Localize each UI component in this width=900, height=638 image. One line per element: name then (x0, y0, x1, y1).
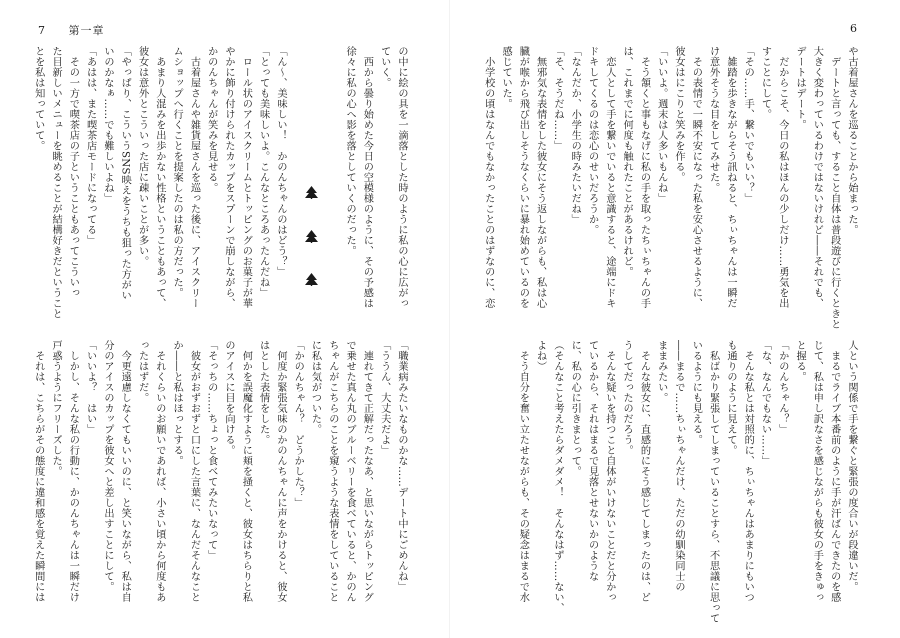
page6-lower-text (490, 340, 860, 624)
text-line: デートと言っても、すること自体は普段遊びに行くときと (828, 46, 840, 330)
text-line (324, 46, 341, 324)
text-line: 「職業病みたいなものかな……デート中にごめんね」 (396, 340, 407, 592)
text-line: に私は気がついた。 (309, 340, 321, 435)
page7-lower-text (32, 340, 410, 603)
text-line: デートはデート。 (794, 46, 806, 130)
text-line: で乗せた真ん丸のブルーベリーを食べていると、かのん (344, 340, 356, 603)
text-line: ているから、それはまるで見落とせないかのような (586, 340, 598, 582)
text-line: いのかなぁ……でも難しいよね」 (101, 46, 113, 204)
text-line: 「ううん、大丈夫だよ」 (378, 340, 390, 456)
text-line: 彼女はにこりと笑みを作る。 (673, 46, 685, 183)
text-line: 彼女がおずおずと口にした言葉に、なんだそんなこと (188, 340, 200, 603)
tree-ornament-icon (305, 273, 318, 286)
tree-ornament-icon (305, 186, 318, 199)
tree-ornament-icon (305, 230, 318, 243)
text-line: ていく。 (378, 46, 390, 88)
text-line: しかし、そんな私の行動に、かのんちゃんは一瞬だけ (67, 340, 79, 603)
text-line: ドキしてくるのは恋心のせいだろうか。 (586, 46, 598, 235)
chapter-title: 第一章 (68, 24, 105, 37)
text-line: 連れてきて正解だったなあ、と思いながらトッピング (361, 340, 373, 603)
text-line: のアイスに目を向ける。 (223, 340, 235, 456)
page7-upper-text (32, 46, 410, 324)
text-line: の中に絵の具を一滴落とした時のように私の心に広がっ (396, 46, 407, 309)
text-line: 「いいよ。週末は人多いもんね」 (655, 46, 667, 204)
text-line: 「やっぱり、こういうSNS映えをうちも狙った方がい (119, 46, 131, 301)
text-line: 「いいよ？ はい」 (84, 340, 96, 435)
text-line: 感じていた。 (500, 46, 512, 109)
text-line: そんな疑いを持つこと自体がいけないことだと分かっ (603, 340, 615, 603)
text-line: その表情で一瞬不安になった私を安心させるように、 (690, 46, 702, 309)
text-line: 分のアイスのカップを彼女へと差し出すことにして。 (101, 340, 113, 592)
text-line: も通りのように見えて。 (724, 340, 736, 456)
text-line: 「その……手、繋いでもいい？」 (742, 46, 754, 204)
right-page-header (850, 22, 858, 35)
scene-break (304, 186, 318, 286)
text-line: 小学校の頃はなんでもなかったことのはずなのに、恋 (482, 46, 494, 309)
text-line: 今更遠慮しなくてもいいのに、と笑いながら、私は自 (119, 340, 131, 603)
text-line: 彼女は意外とこういった店に疎いことが多い。 (136, 46, 148, 267)
text-line: 何かを誤魔化すように頬を掻くと、彼女はちらりと私 (240, 340, 252, 603)
text-line: 大きく変わっているわけではないけれど――それでも、 (811, 46, 823, 309)
text-line: ――まるで……ちぃちゃんだけ、ただの幼馴染同士の (673, 340, 685, 592)
text-line: それは、こちらがその態度に違和感を覚えた瞬間には (32, 340, 44, 603)
left-page-header (38, 22, 105, 38)
text-line: け意外そうな目をしてみせた。 (707, 46, 719, 193)
text-line: そう自分を奮い立たせながらも、その疑念はまるで水 (517, 340, 529, 603)
text-line: 「そ、そうだね……」 (551, 46, 563, 151)
text-line: た目新しいメニューを眺めることが結構好きだということ (50, 46, 62, 319)
text-line: じて、私は申し訳なさを感じながらも彼女の手をきゅっ (811, 340, 823, 603)
text-line: 雑踏を歩きながらそう訊ねると、ちぃちゃんは一瞬だ (724, 46, 736, 309)
text-line: そう頷くと事もなげに私の手を取ったちぃちゃんの手 (638, 46, 650, 309)
text-line: 西から曇り始めた今日の空模様のように、その予感は (361, 46, 373, 309)
text-line: そんな彼女に、直感的にそう感じてしまったのは、ど (638, 340, 650, 603)
text-line: 恋人として手を繋いでいると意識すると、途端にドキ (603, 46, 615, 309)
page6-upper-text (482, 46, 860, 330)
text-line: 徐々に私の心へ影を落としていくのだった。 (344, 46, 356, 256)
text-line: （そんなこと考えたらダメダメ！ そんなはず……ない、 (551, 340, 563, 613)
text-line: 「かのんちゃん？ どうかした？」 (292, 340, 304, 508)
text-line: や古着屋さんを巡ることから始まった。 (846, 46, 857, 235)
text-line: に、私の心に引きまとって。 (569, 340, 581, 477)
text-line: かのんちゃんが笑みを見せる。 (205, 46, 217, 193)
left-page-number: 7 (38, 24, 46, 37)
text-line: か――と私はほっとする。 (171, 340, 183, 466)
text-line: 無邪気な表情をした彼女にそう返しながらも、私は心 (534, 46, 546, 309)
text-line: ちゃんがこちらのことを窺うような表情をしていること (326, 340, 338, 603)
text-line: すことにして。 (759, 46, 771, 120)
text-line: ムショップへ行くことを提案したのは私の方だった。 (171, 46, 183, 298)
text-line: とを私は知っていて。 (32, 46, 44, 151)
text-line: まるでライブ本番前のように手が汗ばんできたのを感 (828, 340, 840, 603)
text-line: 戸惑うようにフリーズした。 (50, 340, 62, 477)
text-line: 「そっちの……ちょっと食べてみたいなって」 (205, 340, 217, 561)
text-line: ロール状のアイスクリームとトッピングのお菓子が華 (240, 46, 252, 309)
text-line: あまり人混みを出歩かない性格ということもあって、 (153, 46, 165, 309)
text-line: 「かのんちゃん？」 (776, 340, 788, 435)
text-line: それくらいのお願いであれば、小さい頃から何度もあ (153, 340, 165, 603)
text-line: 人という関係で手を繋ぐと緊張の度合いが段違いだ。 (846, 340, 857, 592)
text-line: と握る。 (794, 340, 806, 382)
text-line: 私ばかり緊張してしまっていることすら、不思議に思って (707, 340, 719, 624)
text-line: 臓が喉から飛び出しそうなくらいに暴れ始めているのを (517, 46, 529, 309)
text-line: 「なんだか、小学生の時みたいだね」 (569, 46, 581, 225)
text-line: 「とっても美味しいよ。こんなところあったんだね」 (257, 46, 269, 298)
text-line: ったはずだ。 (136, 340, 148, 403)
text-line: はとした表情をした。 (257, 340, 269, 445)
text-line: 「あはは、また喫茶店モードになってる」 (84, 46, 96, 246)
text-line: 「な、なんでもない……」 (759, 340, 771, 466)
text-line: ままみたい。 (655, 340, 667, 403)
right-page-number: 6 (850, 22, 858, 35)
text-line: だからこそ、今日の私はほんの少しだけ……勇気を出 (776, 46, 788, 309)
text-line: は、これまでに何度も触れたことがあるけれど。 (621, 46, 633, 277)
text-line: 古着屋さんや雑貨屋さんを巡った後に、アイスクリー (188, 46, 200, 309)
text-line: そんな私とは対照的に、ちぃちゃんはあまりにもいつ (742, 340, 754, 603)
text-line: うしてだったのだろう。 (621, 340, 633, 456)
text-line: やかに飾り付けられたカップをスプーンで崩しながら、 (223, 46, 235, 309)
text-line: その一方で喫茶店の子ということもあってこういっ (67, 46, 79, 298)
text-line: 何度か緊張気味のかのんちゃんに声をかけると、彼女 (274, 340, 286, 603)
text-line: 「ん〜、美味しい！ かのんちゃんのはどう？」 (274, 46, 286, 277)
text-line: よね） (534, 340, 546, 372)
page-gutter (449, 0, 450, 638)
text-line: いるようにも見える。 (690, 340, 702, 445)
